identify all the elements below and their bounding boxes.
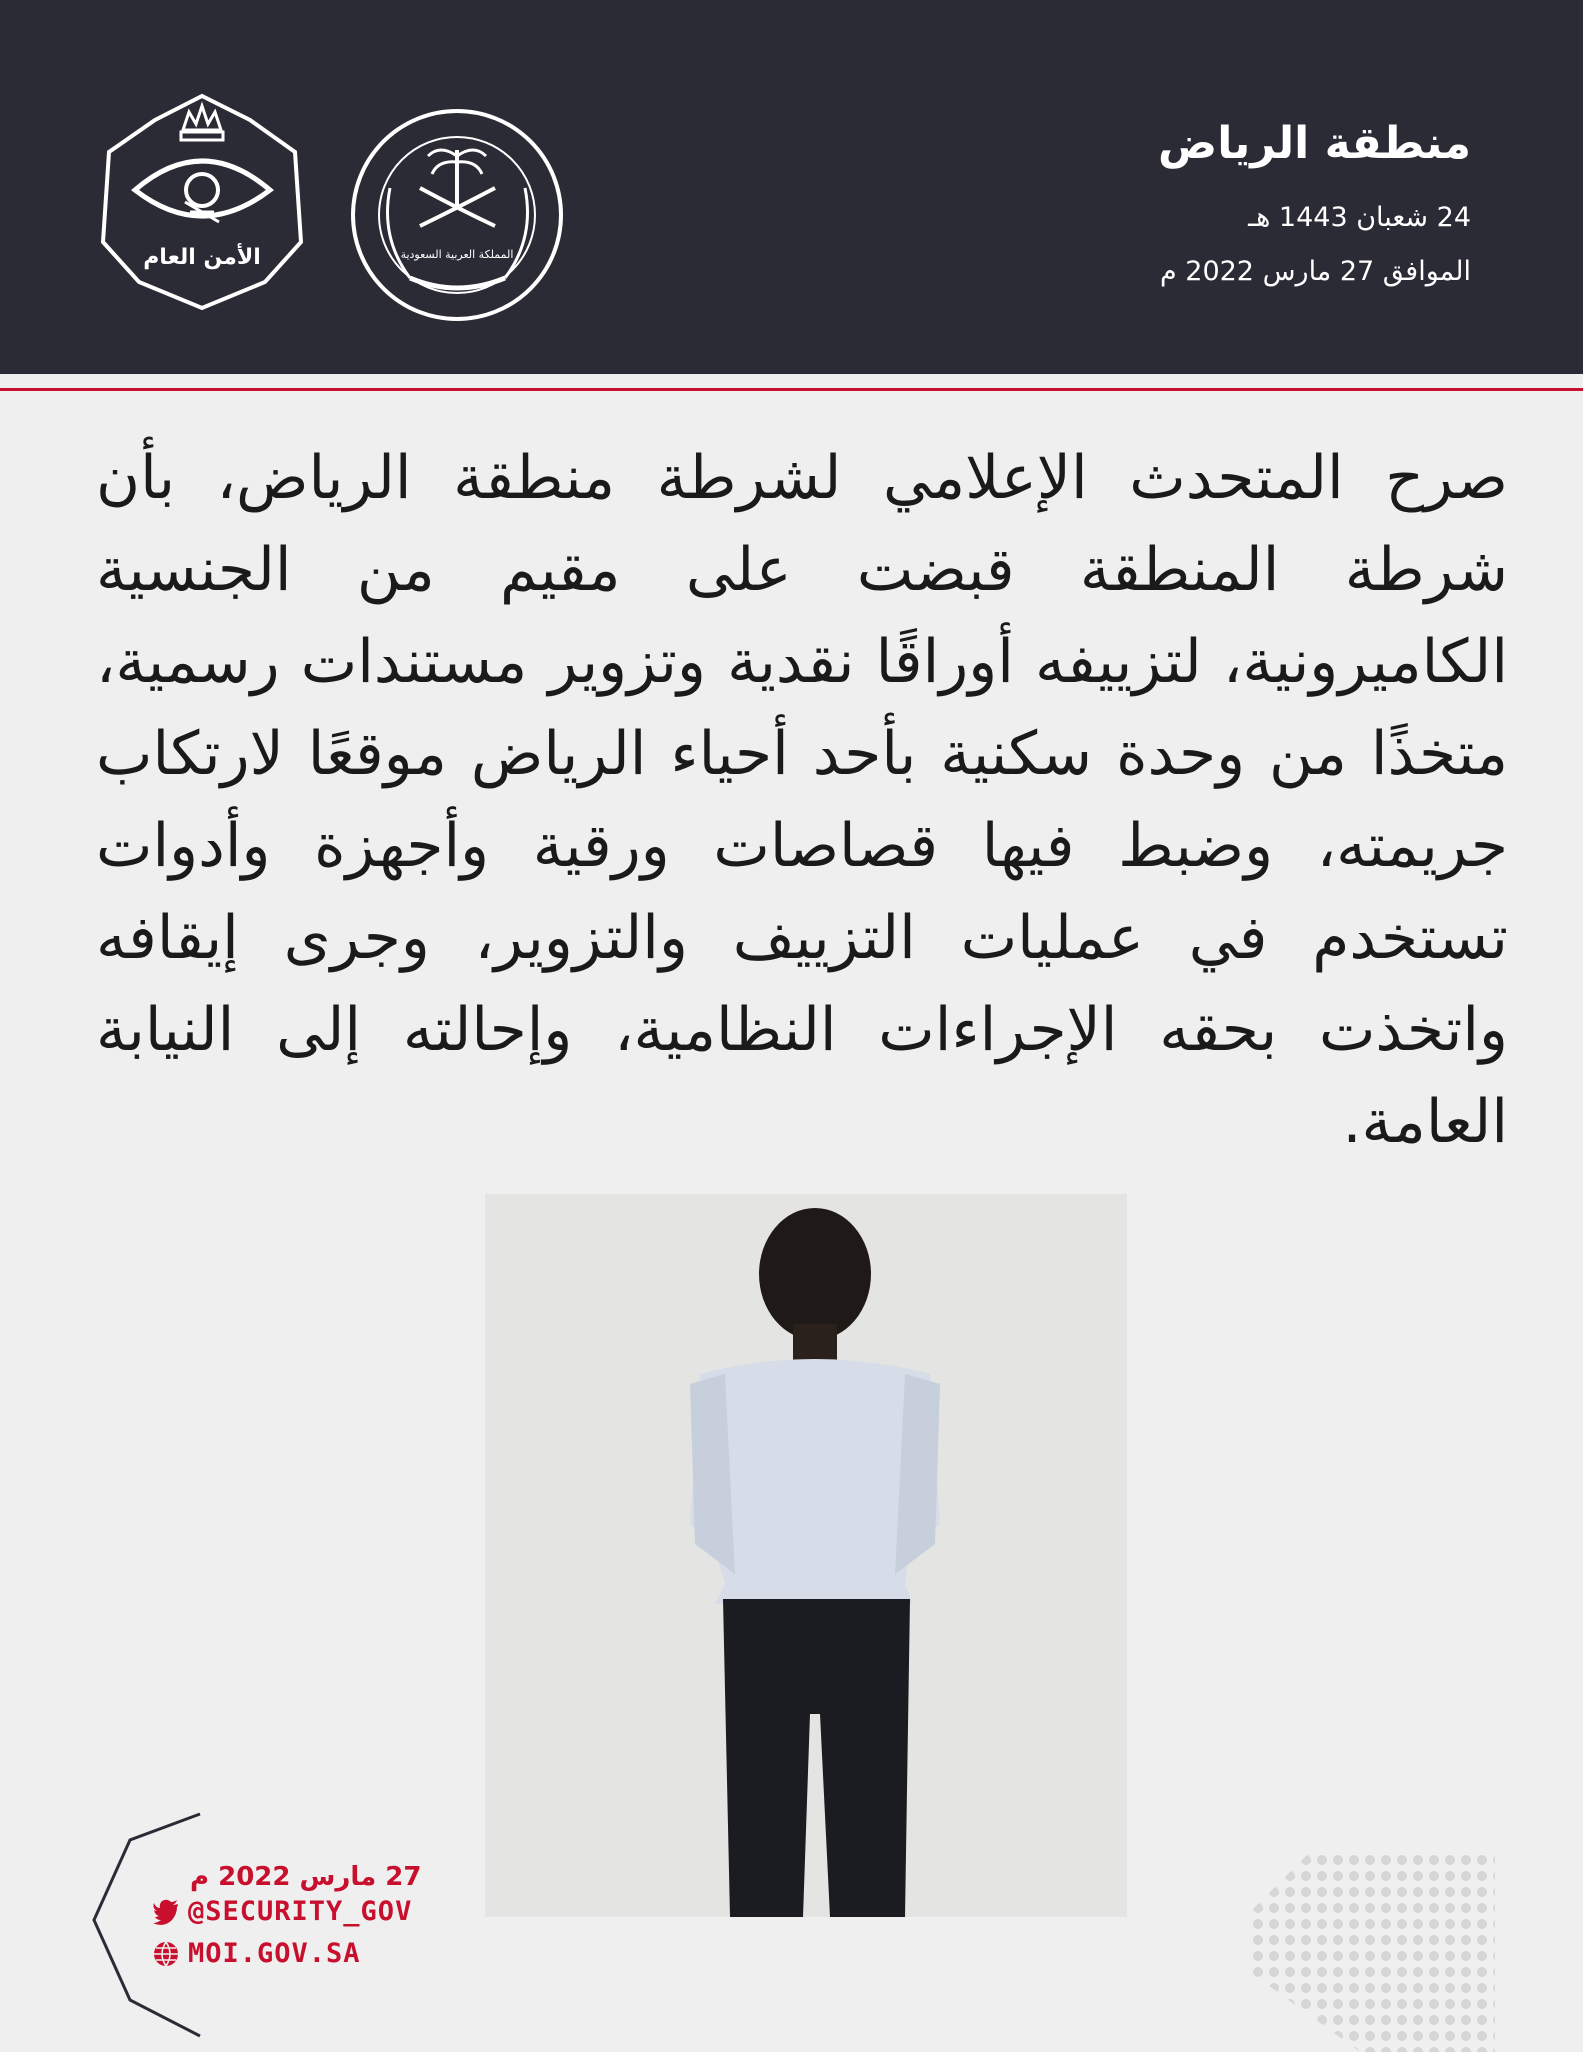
footer-date: 27 مارس 2022 م [190, 1862, 422, 1892]
twitter-handle: @SECURITY_GOV [188, 1896, 413, 1927]
statement-text: صرح المتحدث الإعلامي لشرطة منطقة الرياض، بأن شرطة المنطقة قبضت على مقيم من الجنسية الكاميرونية، لتزييفه أوراقًا نقدية وتزوير مستندات رسمية، متخذًا من وحدة سكنية بأحد أحياء الرياض موقعًا لارتكاب جريمته، وضبط فيها قصاصات ورقية وأجهزة وأدوات تستخدم في عمليات التزييف والتزوير، وجرى إيقافه واتخذت بحقه الإجراءات النظامية، وإحالته إلى النيابة العامة. [96, 443, 1508, 1157]
dot-pattern-decoration [1250, 1852, 1495, 2052]
hijri-date: 24 شعبان 1443 هـ [1248, 202, 1471, 233]
svg-text:المملكة العربية السعودية: المملكة العربية السعودية [400, 248, 514, 261]
ministry-seal-logo [350, 108, 565, 323]
twitter-icon [152, 1898, 180, 1926]
header-divider [0, 388, 1583, 391]
globe-icon [152, 1940, 180, 1968]
public-security-logo [95, 92, 310, 312]
gregorian-date: الموافق 27 مارس 2022 م [1159, 256, 1471, 287]
svg-text:الأمن العام: الأمن العام [143, 245, 261, 270]
arrested-person-photo [485, 1194, 1127, 1917]
website-link[interactable] [152, 1938, 361, 1969]
region-title: منطقة الرياض [1158, 118, 1471, 169]
twitter-link[interactable] [152, 1896, 412, 1927]
website-url: MOI.GOV.SA [188, 1938, 361, 1969]
